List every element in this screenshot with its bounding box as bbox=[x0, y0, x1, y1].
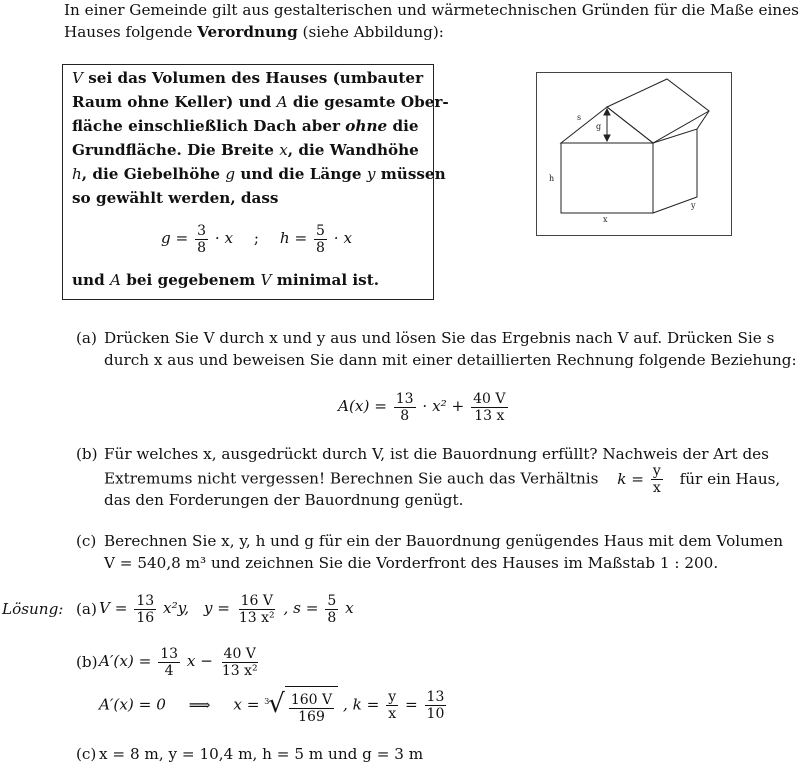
part-c-marker: (c) bbox=[76, 532, 97, 550]
solution-b-2: A′(x) = 0 ⟹ x = 3 √ $\frac{160 V}{169}$ , k = $\frac{y}{x}$ = $\frac{13}{10}$ bbox=[99, 684, 448, 727]
part-b-line-3: das den Forderungen der Bauordnung genügt. bbox=[104, 491, 464, 509]
fraction-5-8: $\frac{5}{8}$ bbox=[316, 222, 325, 256]
solution-b-1: A′(x) = $\frac{13}{4}$ x − $\frac{40 V}{\text{13 x²}}$ bbox=[99, 645, 258, 679]
figure-label-s: s bbox=[577, 113, 582, 122]
intro-text-tail: (siehe Abbildung): bbox=[297, 23, 444, 41]
figure-label-g: g bbox=[596, 122, 602, 131]
box-line-7: und A bei gegebenem V minimal ist. bbox=[72, 271, 380, 289]
part-b-line-1: Für welches x, ausgedrückt durch V, ist die Bauordnung erfüllt? Nachweis der Art des bbox=[104, 445, 769, 463]
solution-c: x = 8 m, y = 10,4 m, h = 5 m und g = 3 m bbox=[99, 745, 424, 763]
house-front-wall bbox=[561, 143, 653, 213]
solution-label: Lösung: bbox=[2, 600, 64, 618]
box-line-2: Raum ohne Keller) und A die gesamte Ober- bbox=[72, 93, 449, 111]
solution-c-marker: (c) bbox=[76, 745, 97, 763]
figure-label-h: h bbox=[549, 174, 555, 183]
part-a-marker: (a) bbox=[76, 329, 97, 347]
fraction-3-8: $\frac{3}{8}$ bbox=[197, 222, 207, 256]
solution-a: V = $\frac{13}{16}$ x²y, y = $\frac{16 V}{\text{13 x²}}$ , s = $\frac{5}{8}$ x bbox=[99, 592, 354, 626]
intro-line-1: In einer Gemeinde gilt aus gestalterischen und wärmetechnischen Gründen für die Maße eines bbox=[64, 1, 799, 19]
box-line-3: fläche einschließlich Dach aber ohne die bbox=[72, 117, 419, 135]
house-roof bbox=[607, 79, 709, 143]
intro-text: Hauses folgende bbox=[64, 23, 198, 41]
figure-label-y: y bbox=[691, 201, 696, 210]
box-line-6: so gewählt werden, dass bbox=[72, 189, 279, 207]
intro-bold: Verordnung bbox=[197, 23, 298, 41]
box-line-5: h, die Giebelhöhe g und die Länge y müssen bbox=[72, 165, 446, 183]
solution-a-marker: (a) bbox=[76, 600, 97, 618]
solution-b-marker: (b) bbox=[76, 653, 98, 671]
intro-line-2 bbox=[64, 22, 444, 42]
regulation-box bbox=[62, 64, 449, 300]
part-a-line-1: Drücken Sie V durch x und y aus und lösen Sie das Ergebnis nach V auf. Drücken Sie s bbox=[104, 329, 775, 347]
figure-label-x: x bbox=[603, 215, 608, 224]
box-line-1: V sei das Volumen des Hauses (umbauter bbox=[72, 69, 424, 87]
part-b-marker: (b) bbox=[76, 445, 98, 463]
house-figure bbox=[536, 72, 732, 236]
part-c-line-2: V = 540,8 m³ und zeichnen Sie die Vorderfront des Hauses im Maßstab 1 : 200. bbox=[104, 554, 719, 572]
box-equation: g = $\frac{3}{8}$ · x ; h = $\frac{5}{8}$ · x bbox=[161, 222, 353, 256]
house-drawing bbox=[537, 73, 731, 235]
part-b-line-2: Extremums nicht vergessen! Berechnen Sie auch das Verhältnis k = $\frac{y}{x}$ für ein Haus, bbox=[104, 463, 781, 496]
part-a-equation: A(x) = $\frac{13}{8}$ · x² + $\frac{40 V}{13 x}$ bbox=[338, 390, 506, 424]
box-line-4: Grundfläche. Die Breite x, die Wandhöhe bbox=[72, 141, 419, 159]
part-a-line-2: durch x aus und beweisen Sie dann mit einer detaillierten Rechnung folgende Beziehung: bbox=[104, 351, 797, 369]
part-c-line-1: Berechnen Sie x, y, h und g für ein der Bauordnung genügendes Haus mit dem Volumen bbox=[104, 532, 784, 550]
